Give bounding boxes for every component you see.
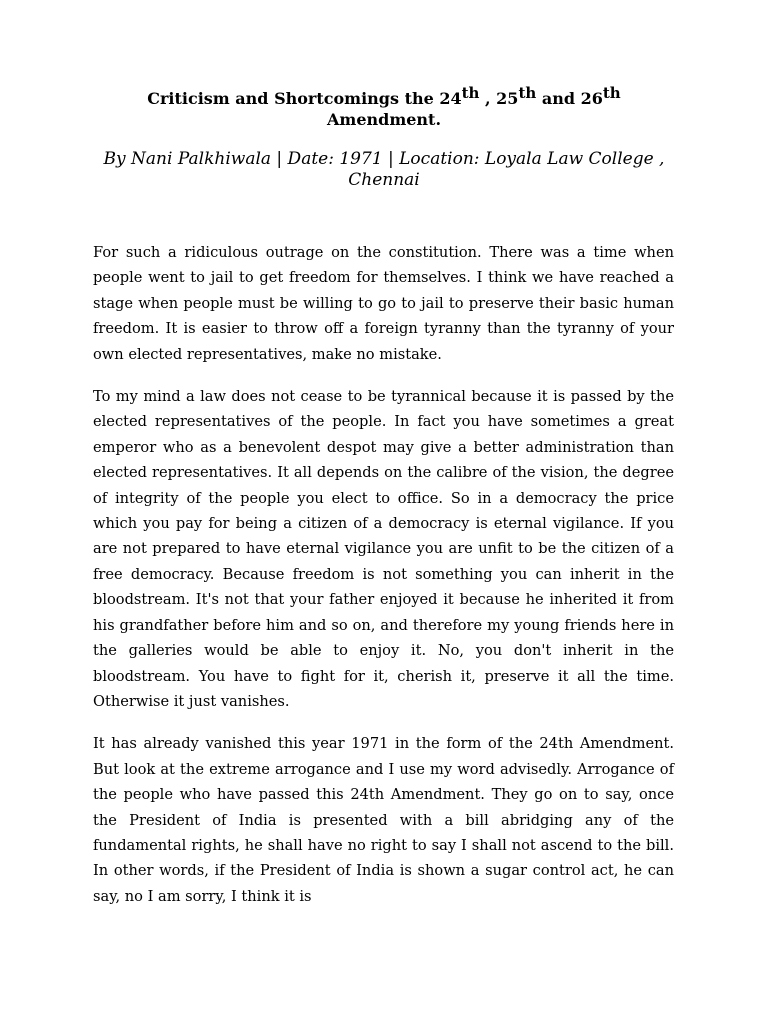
title-superscript-1: th xyxy=(461,84,480,102)
paragraph-2: To my mind a law does not cease to be tyrannical because it is passed by the elected representatives of the people. In fact you have sometimes a great emperor who as a benevolent despot may give a better administration than elected representatives. It all depends on the calibre of the vision, the degree of integrity of the people you elect to office. So in a democracy the price which you pay for being a citizen of a democracy is eternal vigilance. If you are not prepared to have eternal vigilance you are unfit to be the citizen of a free democracy. Because freedom is not something you can inherit in the bloodstream. It's not that your father enjoyed it because he inherited it from his grandfather before him and so on, and therefore my young friends here in the galleries would be able to enjoy it. No, you don't inherit in the bloodstream. You have to fight for it, cherish it, preserve it all the time. Otherwise it just vanishes. xyxy=(93,388,674,710)
title-part-1: Criticism and Shortcomings the 24 xyxy=(147,89,462,108)
paragraph-1: For such a ridiculous outrage on the constitution. There was a time when people went to jail to get freedom for themselves. I think we have reached a stage when people must be willing to go to jail to preserve their basic human freedom. It is easier to throw off a foreign tyranny than the tyranny of your own elected representatives, make no mistake. xyxy=(93,244,674,363)
title-part-2: , 25 xyxy=(479,89,519,108)
body-text xyxy=(93,240,674,926)
title-part-3: and 26 xyxy=(536,89,603,108)
title-superscript-2: th xyxy=(518,84,537,102)
title-superscript-3: th xyxy=(602,84,621,102)
document-title xyxy=(94,84,674,130)
title-part-4: Amendment. xyxy=(326,110,442,129)
paragraph-3: It has already vanished this year 1971 in the form of the 24th Amendment. But look at the extreme arrogance and I use my word advisedly. Arrogance of the people who have passed this 24th Amendment. They go on to say, once the President of India is presented with a bill abridging any of the fundamental rights, he shall have no right to say I shall not ascend to the bill. In other words, if the President of India is shown a sugar control act, he can say, no I am sorry, I think it is xyxy=(93,735,674,905)
byline: By Nani Palkhiwala | Date: 1971 | Location: Loyala Law College , Chennai xyxy=(103,149,665,190)
